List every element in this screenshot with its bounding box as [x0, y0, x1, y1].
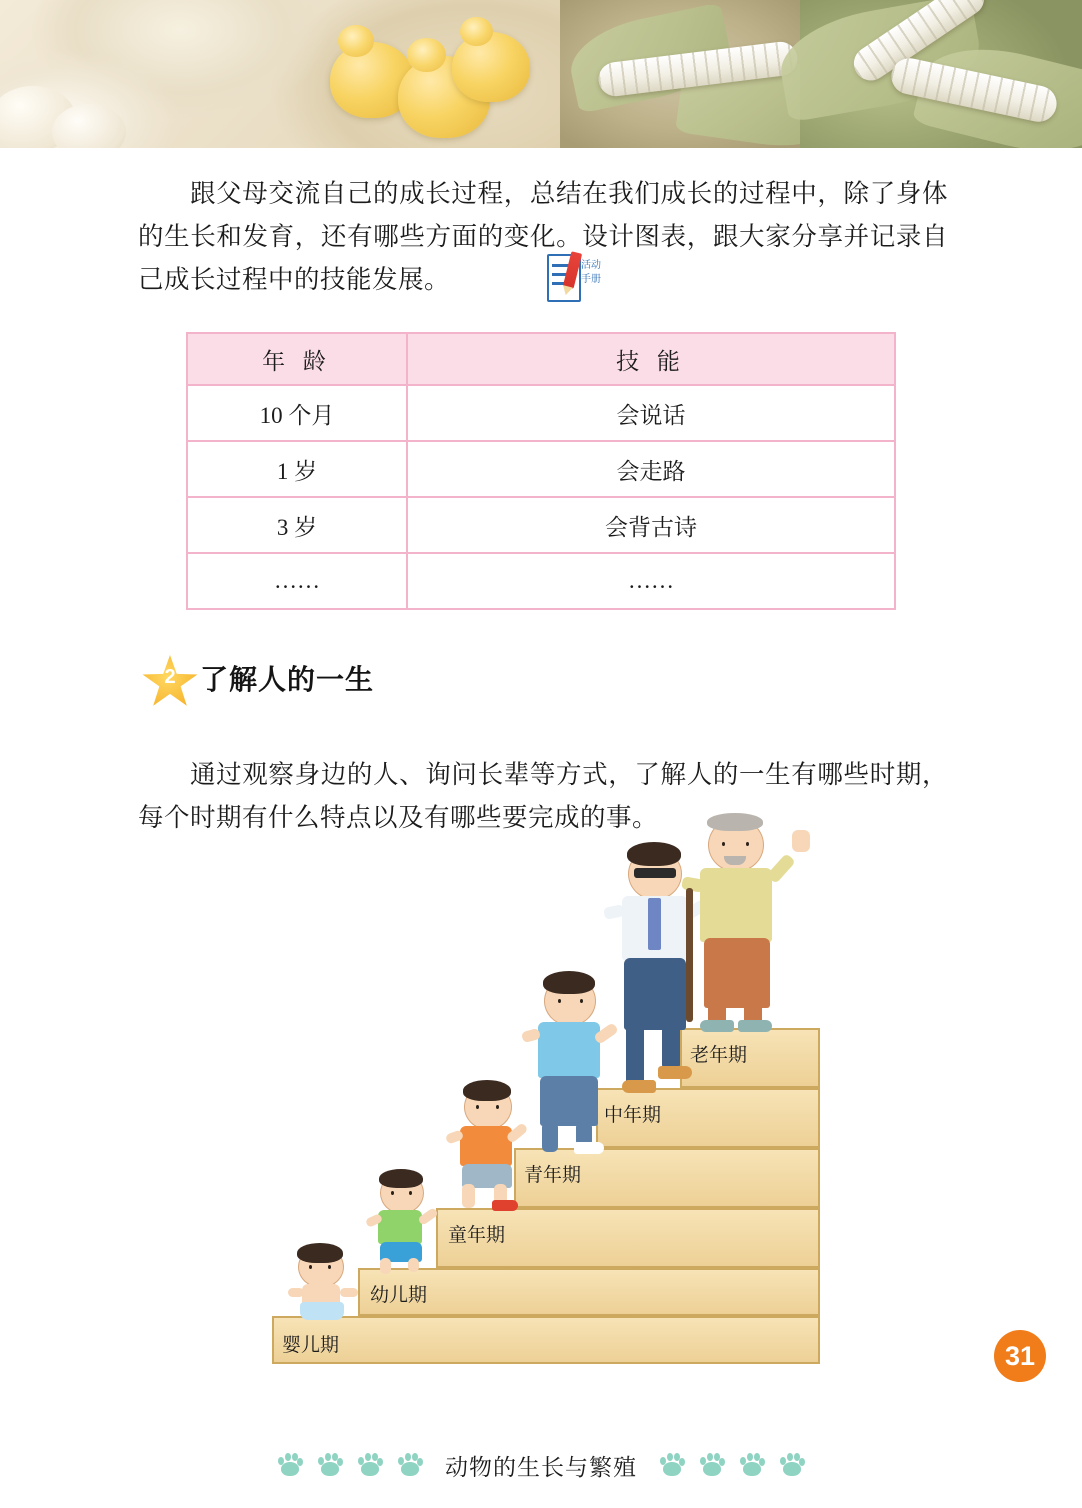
header-banner-image — [0, 0, 1082, 148]
stage-label-youth: 青年期 — [524, 1165, 582, 1186]
intro-paragraph: 跟父母交流自己的成长过程，总结在我们成长的过程中，除了身体的生长和发育，还有哪些方面的变化。设计图表，跟大家分享并记录自己成长过程中的技能发展。 — [138, 179, 948, 294]
table-cell-age: 3 岁 — [187, 497, 407, 553]
figure-infant — [284, 1246, 364, 1320]
section-title: 了解人的一生 — [200, 665, 375, 696]
table-cell-skill: 会背古诗 — [407, 497, 895, 553]
figure-old-age — [680, 818, 816, 1032]
paw-print-icon — [699, 1453, 725, 1477]
table-cell-age: …… — [187, 553, 407, 609]
page-number-badge: 31 — [994, 1330, 1046, 1382]
stair-step-2 — [358, 1268, 820, 1316]
table-cell-skill: 会说话 — [407, 385, 895, 441]
stage-label-middle-age: 中年期 — [604, 1105, 662, 1126]
walking-cane-shape — [686, 888, 693, 1022]
section-paragraph: 通过观察身边的人、询问长辈等方式，了解人的一生有哪些时期，每个时期有什么特点以及有哪些要完成的事。 — [138, 760, 948, 832]
paw-print-icon — [277, 1453, 303, 1477]
necktie-shape — [648, 898, 661, 950]
booklet-label-line1: 活动 — [581, 260, 601, 271]
stage-label-old-age: 老年期 — [690, 1045, 748, 1066]
table-row — [187, 385, 895, 441]
booklet-label-line2: 手册 — [581, 274, 601, 285]
paw-print-icon — [779, 1453, 805, 1477]
table-header-skill: 技 能 — [407, 333, 895, 385]
stage-label-infant: 婴儿期 — [282, 1335, 340, 1356]
table-header-age: 年 龄 — [187, 333, 407, 385]
section-number: 2 — [164, 666, 176, 688]
table-cell-skill: …… — [407, 553, 895, 609]
activity-booklet-icon — [543, 254, 615, 302]
paw-print-icon — [739, 1453, 765, 1477]
skills-table — [186, 332, 896, 610]
stage-label-childhood: 童年期 — [448, 1225, 506, 1246]
paw-print-icon — [397, 1453, 423, 1477]
table-row — [187, 441, 895, 497]
egg-shape — [52, 104, 126, 148]
table-cell-skill: 会走路 — [407, 441, 895, 497]
table-header-row — [187, 333, 895, 385]
footer-title: 动物的生长与繁殖 — [445, 1454, 637, 1480]
chicks-photo — [0, 0, 580, 148]
section-star-icon — [142, 655, 200, 707]
paw-print-icon — [357, 1453, 383, 1477]
chick-illustration — [452, 32, 530, 102]
silkworms-photo — [800, 0, 1082, 148]
table-row — [187, 553, 895, 609]
table-row — [187, 497, 895, 553]
waving-hand-shape — [792, 830, 810, 852]
footer — [0, 1440, 1082, 1490]
stage-label-toddler: 幼儿期 — [370, 1285, 428, 1306]
paw-print-icon — [317, 1453, 343, 1477]
table-cell-age: 1 岁 — [187, 441, 407, 497]
paw-print-icon — [659, 1453, 685, 1477]
life-stages-illustration — [260, 830, 820, 1370]
table-cell-age: 10 个月 — [187, 385, 407, 441]
glasses-icon — [634, 868, 676, 878]
stair-step-1 — [272, 1316, 820, 1364]
figure-toddler — [364, 1172, 450, 1272]
